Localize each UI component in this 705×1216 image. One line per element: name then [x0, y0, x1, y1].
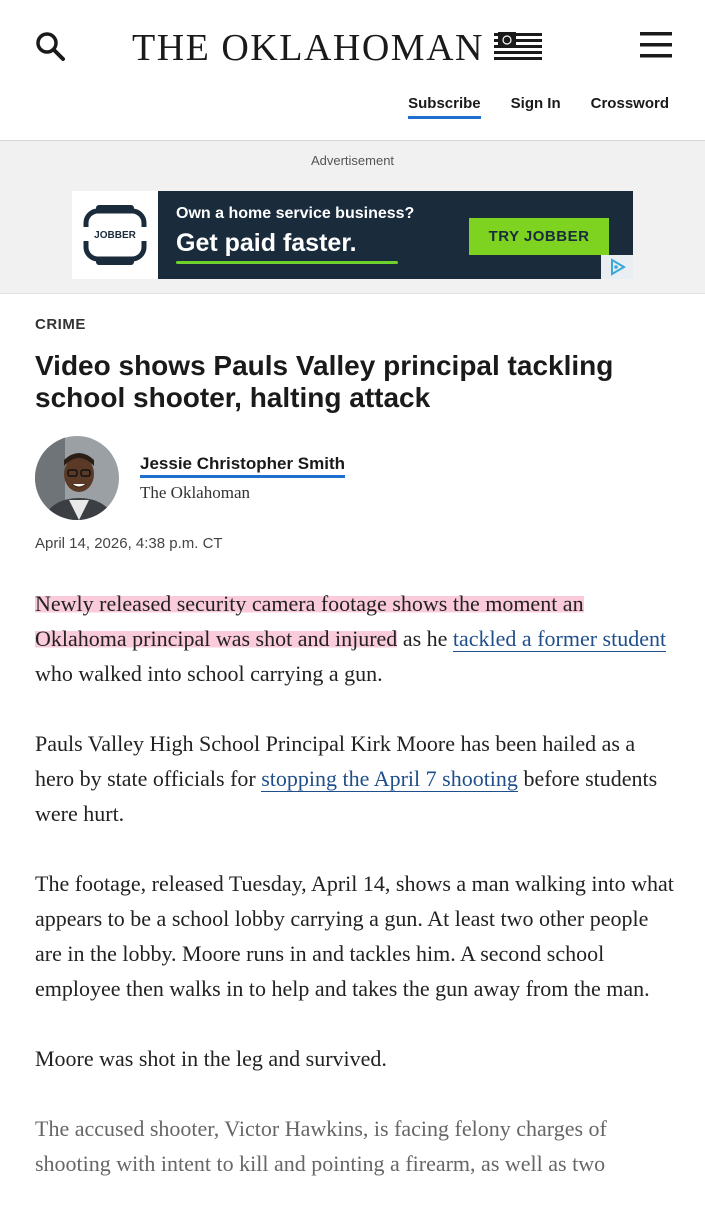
header-nav: [408, 95, 669, 119]
ad-headline-large: Get paid faster.: [176, 229, 357, 257]
subscribe-link[interactable]: Subscribe: [408, 95, 481, 119]
paragraph-2-start: Pauls Valley High School Principal Kirk Moore has been hailed as a hero by state officials for: [35, 731, 636, 791]
paragraph-3: The footage, released Tuesday, April 14, shows a man walking into what appears to be a school lobby carrying a gun. At least two other people are in the lobby. Moore runs in and tackles him. A second school employee then walks in to help and takes the gun away from the man.: [35, 871, 674, 1001]
sign-in-link[interactable]: Sign In: [510, 95, 561, 112]
paragraph-2: [35, 726, 675, 831]
oklahoma-flag-icon: [494, 32, 542, 64]
paragraph-2-end: before students were hurt.: [35, 766, 658, 826]
masthead-logo[interactable]: [132, 24, 542, 72]
ad-headline-small: Own a home service business?: [176, 205, 415, 222]
paragraph-1: [35, 586, 675, 691]
jobber-brand-text: JOBBER: [94, 230, 136, 241]
author-name-link[interactable]: Jessie Christopher Smith: [140, 454, 345, 478]
masthead-title: THE OKLAHOMAN: [132, 27, 484, 69]
adchoices-icon[interactable]: [601, 255, 633, 279]
site-header: [0, 0, 705, 141]
highlighted-text: Newly released security camera footage shows the moment an Oklahoma principal was shot and injured: [35, 591, 584, 651]
jobber-logo: [72, 191, 158, 279]
paragraph-5: The accused shooter, Victor Hawkins, is facing felony charges of shooting with intent to kill and pointing a firearm, as well as two: [35, 1116, 607, 1176]
stopping-shooting-link[interactable]: stopping the April 7 shooting: [261, 766, 518, 791]
crossword-link[interactable]: Crossword: [590, 95, 669, 112]
author-avatar[interactable]: [35, 436, 119, 520]
paragraph-4: Moore was shot in the leg and survived.: [35, 1046, 387, 1071]
jobber-logo-icon: [72, 191, 158, 279]
paragraph-1-mid: as he: [397, 626, 453, 651]
advertisement-area: [0, 141, 705, 294]
advertisement-label: Advertisement: [310, 153, 395, 168]
article-body: [35, 586, 675, 1216]
author-photo: [35, 436, 119, 520]
paragraph-1-end: who walked into school carrying a gun.: [35, 661, 383, 686]
section-label[interactable]: CRIME: [35, 316, 86, 333]
article-headline: Video shows Pauls Valley principal tackling school shooter, halting attack: [35, 350, 614, 413]
ad-banner[interactable]: [72, 191, 633, 279]
ad-underline-decoration: [176, 261, 398, 264]
publish-date: April 14, 2026, 4:38 p.m. CT: [35, 535, 223, 552]
hamburger-menu-icon[interactable]: [638, 30, 674, 60]
author-organization: The Oklahoman: [140, 483, 250, 502]
search-icon[interactable]: [34, 30, 66, 62]
tackled-former-student-link[interactable]: tackled a former student: [452, 626, 667, 651]
try-jobber-button[interactable]: TRY JOBBER: [469, 218, 609, 255]
